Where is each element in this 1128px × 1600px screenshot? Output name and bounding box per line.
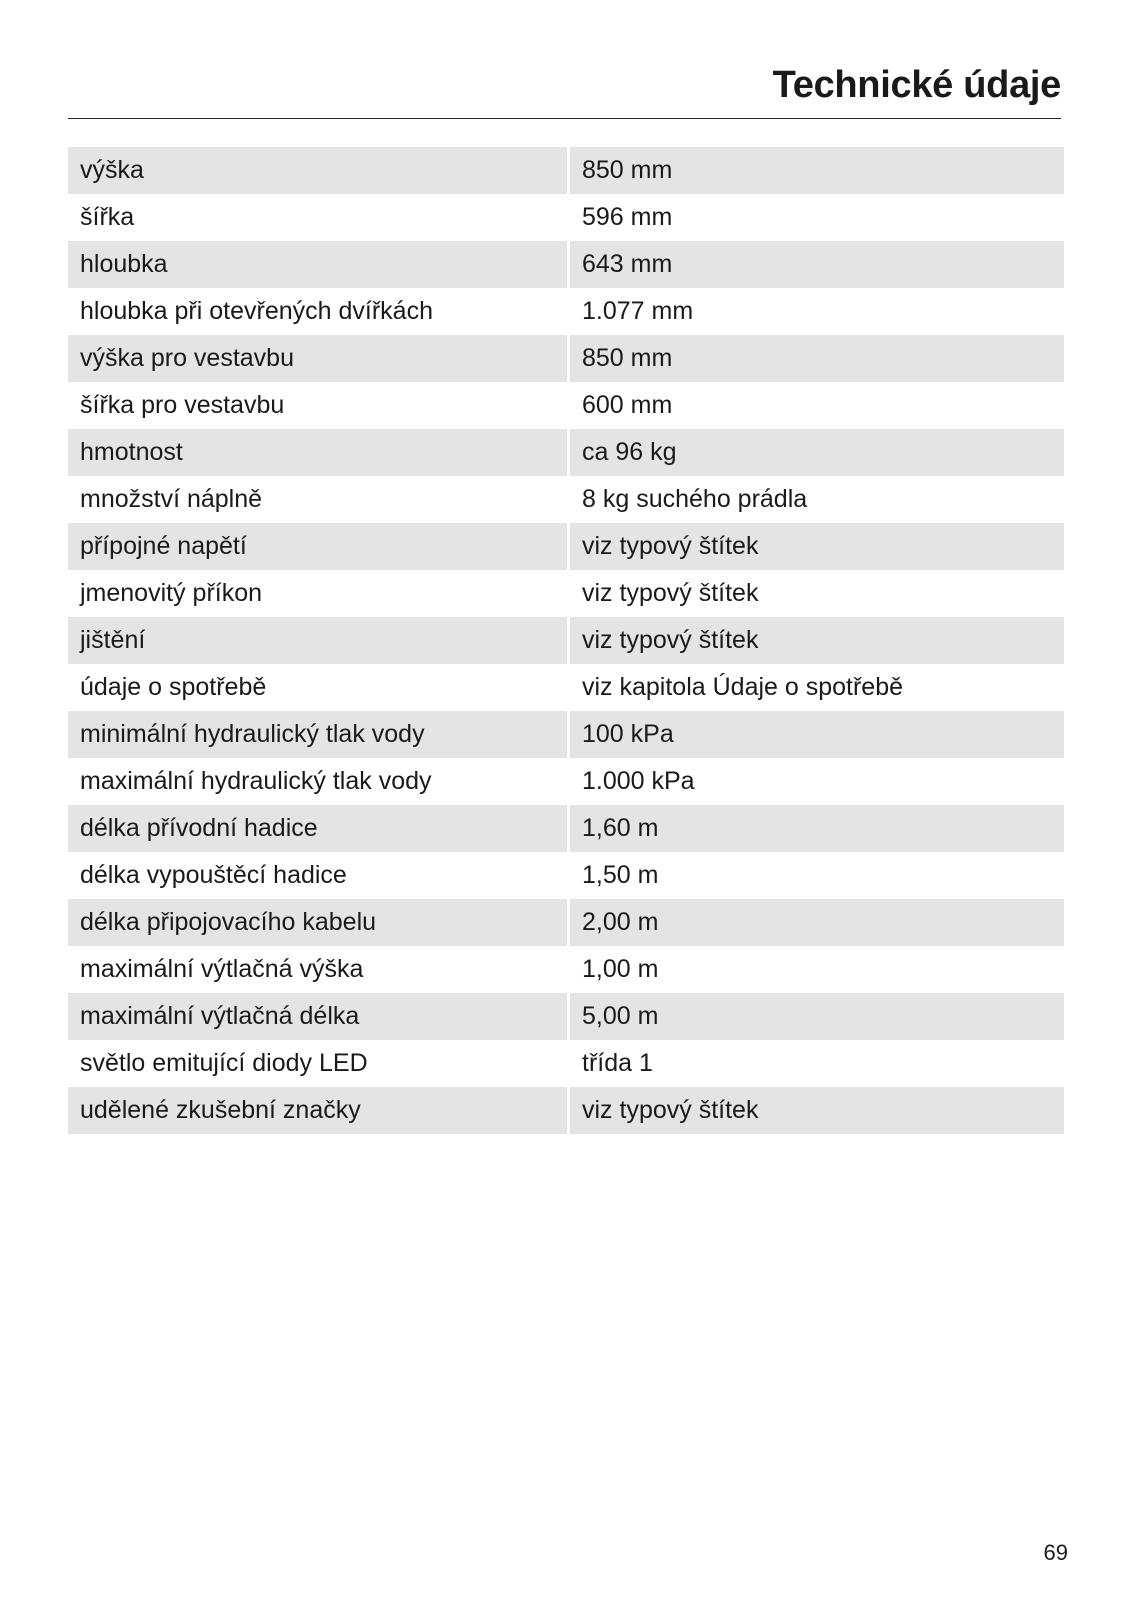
spec-value: 2,00 m	[569, 899, 1065, 946]
spec-label: jmenovitý příkon	[68, 570, 569, 617]
table-row	[68, 194, 1064, 241]
table-row	[68, 852, 1064, 899]
spec-label: šířka	[68, 194, 569, 241]
spec-label: hloubka při otevřených dvířkách	[68, 288, 569, 335]
spec-label: hmotnost	[68, 429, 569, 476]
table-row	[68, 570, 1064, 617]
spec-value: ca 96 kg	[569, 429, 1065, 476]
spec-label: délka připojovacího kabelu	[68, 899, 569, 946]
page-header	[68, 60, 1061, 119]
spec-value: 1,60 m	[569, 805, 1065, 852]
page-number: 69	[1043, 1540, 1068, 1565]
spec-label: délka vypouštěcí hadice	[68, 852, 569, 899]
spec-label: udělené zkušební značky	[68, 1087, 569, 1134]
table-row	[68, 1087, 1064, 1134]
spec-value: 596 mm	[569, 194, 1065, 241]
spec-label: jištění	[68, 617, 569, 664]
spec-value: 8 kg suchého prádla	[569, 476, 1065, 523]
spec-value: 1.077 mm	[569, 288, 1065, 335]
spec-value: 850 mm	[569, 335, 1065, 382]
spec-label: šířka pro vestavbu	[68, 382, 569, 429]
spec-value: 1,50 m	[569, 852, 1065, 899]
spec-value: třída 1	[569, 1040, 1065, 1087]
table-row	[68, 241, 1064, 288]
table-row	[68, 758, 1064, 805]
table-row	[68, 476, 1064, 523]
spec-value: 5,00 m	[569, 993, 1065, 1040]
table-row	[68, 382, 1064, 429]
table-row	[68, 805, 1064, 852]
table-row	[68, 147, 1064, 194]
spec-label: maximální výtlačná délka	[68, 993, 569, 1040]
spec-label: hloubka	[68, 241, 569, 288]
spec-label: minimální hydraulický tlak vody	[68, 711, 569, 758]
spec-value: 850 mm	[569, 147, 1065, 194]
spec-label: výška	[68, 147, 569, 194]
table-row	[68, 523, 1064, 570]
table-row	[68, 711, 1064, 758]
spec-label: přípojné napětí	[68, 523, 569, 570]
spec-value: viz typový štítek	[569, 523, 1065, 570]
table-row	[68, 993, 1064, 1040]
table-row	[68, 946, 1064, 993]
spec-value: viz kapitola Údaje o spotřebě	[569, 664, 1065, 711]
spec-value: viz typový štítek	[569, 1087, 1065, 1134]
page-title: Technické údaje	[772, 64, 1061, 106]
table-row	[68, 664, 1064, 711]
table-row	[68, 429, 1064, 476]
spec-value: 1.000 kPa	[569, 758, 1065, 805]
table-row	[68, 288, 1064, 335]
spec-label: množství náplně	[68, 476, 569, 523]
spec-label: údaje o spotřebě	[68, 664, 569, 711]
spec-label: délka přívodní hadice	[68, 805, 569, 852]
spec-value: 600 mm	[569, 382, 1065, 429]
table-row	[68, 1040, 1064, 1087]
spec-value: 643 mm	[569, 241, 1065, 288]
spec-value: 100 kPa	[569, 711, 1065, 758]
spec-label: výška pro vestavbu	[68, 335, 569, 382]
table-row	[68, 617, 1064, 664]
spec-value: viz typový štítek	[569, 617, 1065, 664]
table-row	[68, 899, 1064, 946]
table-row	[68, 335, 1064, 382]
spec-value: 1,00 m	[569, 946, 1065, 993]
spec-label: maximální výtlačná výška	[68, 946, 569, 993]
spec-table	[68, 147, 1064, 1134]
spec-label: světlo emitující diody LED	[68, 1040, 569, 1087]
spec-value: viz typový štítek	[569, 570, 1065, 617]
spec-label: maximální hydraulický tlak vody	[68, 758, 569, 805]
